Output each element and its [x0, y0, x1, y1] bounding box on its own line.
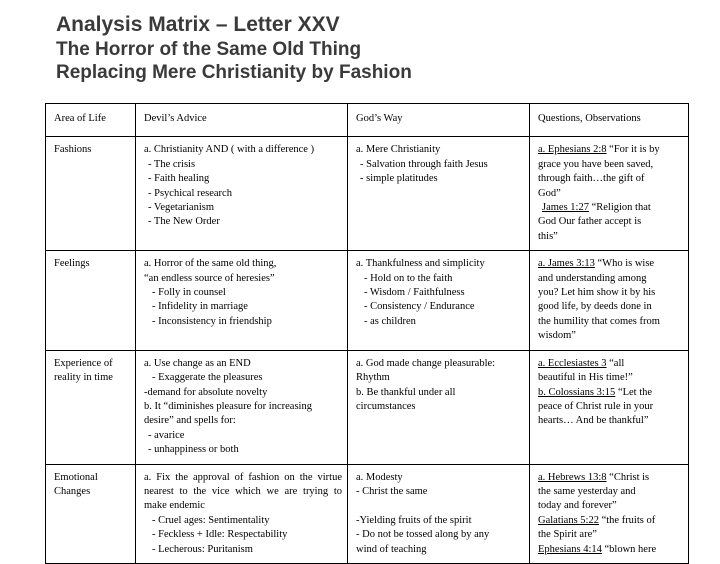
god-line: - Hold on to the faith: [364, 272, 453, 284]
god-line: wind of teaching: [356, 543, 427, 555]
question-text: hearts… And be thankful”: [538, 415, 649, 427]
devil-line: - Lecherous: Puritanism: [152, 543, 253, 555]
devil-line: a. Fix the approval of fashion on the virtue nearest to the vice which we are trying to make endemic: [144, 471, 342, 512]
devil-line: a. Use change as an END: [144, 357, 251, 369]
area-cell: [46, 137, 136, 251]
devil-cell: [136, 464, 348, 563]
area-label: Fashions: [54, 144, 92, 156]
question-text: and understanding among: [538, 272, 647, 284]
area-label: Changes: [54, 485, 91, 497]
questions-cell: [530, 464, 689, 563]
questions-cell: [530, 350, 689, 464]
area-label: reality in time: [54, 372, 113, 384]
devil-line: - Feckless + Idle: Respectability: [152, 529, 288, 541]
question-text: through faith…the gift of: [538, 173, 645, 185]
question-text: the humility that comes from: [538, 315, 660, 327]
god-line-spacer: [356, 499, 524, 513]
question-text: grace you have been saved,: [538, 158, 654, 170]
question-text: “blown here: [601, 543, 657, 555]
question-text: the same yesterday and: [538, 485, 636, 497]
god-line: b. Be thankful under all: [356, 386, 456, 398]
area-label: Feelings: [54, 258, 90, 270]
god-line: - as children: [364, 315, 416, 327]
area-cell: [46, 464, 136, 563]
area-label: Experience of: [54, 357, 113, 369]
god-line: - Do not be tossed along by any: [356, 529, 490, 541]
god-cell: [348, 137, 530, 251]
area-cell: [46, 350, 136, 464]
header-devils-advice: Devil’s Advice: [136, 104, 348, 137]
god-line: - simple platitudes: [360, 173, 438, 185]
devil-cell: [136, 137, 348, 251]
devil-cell: [136, 251, 348, 350]
devil-line: - unhappiness or both: [148, 444, 239, 456]
table-row-emotional-changes: [46, 464, 689, 563]
god-line: - Consistency / Endurance: [364, 301, 475, 313]
devil-cell: [136, 350, 348, 464]
area-cell: [46, 251, 136, 350]
table-row-feelings: [46, 251, 689, 350]
questions-cell: [530, 137, 689, 251]
question-text: “Christ is: [606, 471, 650, 483]
question-text: “Let the: [615, 386, 653, 398]
question-text: “Who is wise: [594, 258, 655, 270]
god-line: circumstances: [356, 400, 416, 412]
scripture-ref: a. James 3:13: [538, 258, 595, 270]
devil-line: desire” and spells for:: [144, 415, 236, 427]
question-text: peace of Christ rule in your: [538, 400, 654, 412]
scripture-ref: James 1:27: [542, 202, 589, 214]
god-cell: [348, 251, 530, 350]
god-line: a. God made change pleasurable:: [356, 357, 496, 369]
devil-line: - Infidelity in marriage: [152, 301, 248, 313]
question-text: “For it is by: [606, 144, 660, 156]
devil-line: - Faith healing: [148, 173, 210, 185]
question-text: the Spirit are”: [538, 529, 597, 541]
devil-line: “an endless source of heresies”: [144, 272, 275, 284]
table-row-experience-of-reality: [46, 350, 689, 464]
page-subtitle-2: Replacing Mere Christianity by Fashion: [56, 62, 412, 83]
god-line: a. Mere Christianity: [356, 144, 441, 156]
area-label: Emotional: [54, 471, 98, 483]
devil-line: - The New Order: [148, 216, 220, 228]
scripture-ref: Ephesians 4:14: [538, 543, 602, 555]
header-questions-observations: Questions, Observations: [530, 104, 689, 137]
page-subtitle-1: The Horror of the Same Old Thing: [56, 39, 362, 60]
question-text: this”: [538, 230, 558, 242]
god-line: -Yielding fruits of the spirit: [356, 514, 472, 526]
page-title: Analysis Matrix – Letter XXV: [56, 13, 340, 36]
god-line: - Christ the same: [356, 485, 428, 497]
devil-line: - The crisis: [148, 158, 196, 170]
header-gods-way: God’s Way: [348, 104, 530, 137]
god-line: - Wisdom / Faithfulness: [364, 287, 465, 299]
question-text: God Our father accept is: [538, 216, 642, 228]
question-text: “all: [606, 357, 625, 369]
god-cell: [348, 464, 530, 563]
devil-line: - Psychical research: [148, 187, 232, 199]
question-text: wisdom”: [538, 330, 576, 342]
questions-cell: [530, 251, 689, 350]
devil-line: - Inconsistency in friendship: [152, 315, 272, 327]
scripture-ref: Galatians 5:22: [538, 514, 599, 526]
god-line: a. Thankfulness and simplicity: [356, 258, 485, 270]
god-line: a. Modesty: [356, 471, 403, 483]
god-line: Rhythm: [356, 372, 390, 384]
scripture-ref: a. Hebrews 13:8: [538, 471, 607, 483]
question-text: good life, by deeds done in: [538, 301, 652, 313]
god-cell: [348, 350, 530, 464]
scripture-ref: a. Ephesians 2:8: [538, 144, 607, 156]
question-text: beautiful in His time!”: [538, 372, 633, 384]
scripture-ref: b. Colossians 3:15: [538, 386, 616, 398]
question-text: “the fruits of: [598, 514, 656, 526]
table-header-row: [46, 104, 689, 137]
devil-line: - Folly in counsel: [152, 287, 226, 299]
question-text: you? Let him show it by his: [538, 287, 656, 299]
devil-line: - Vegetarianism: [148, 202, 214, 214]
title-block: [56, 12, 412, 84]
devil-line: - Cruel ages: Sentimentality: [152, 514, 270, 526]
devil-line: -demand for absolute novelty: [144, 386, 268, 398]
question-text: today and forever”: [538, 500, 617, 512]
header-area-of-life: Area of Life: [46, 104, 136, 137]
god-line: - Salvation through faith Jesus: [360, 158, 488, 170]
question-text: “Religion that: [588, 202, 651, 214]
devil-line: b. It “diminishes pleasure for increasing: [144, 400, 312, 412]
devil-line: a. Horror of the same old thing,: [144, 258, 277, 270]
devil-line: - avarice: [148, 429, 185, 441]
question-text: God”: [538, 187, 561, 199]
devil-line: - Exaggerate the pleasures: [152, 372, 263, 384]
scripture-ref: a. Ecclesiastes 3: [538, 357, 607, 369]
analysis-matrix-table: [45, 103, 689, 564]
devil-line: a. Christianity AND ( with a difference ): [144, 144, 315, 156]
table-row-fashions: [46, 137, 689, 251]
